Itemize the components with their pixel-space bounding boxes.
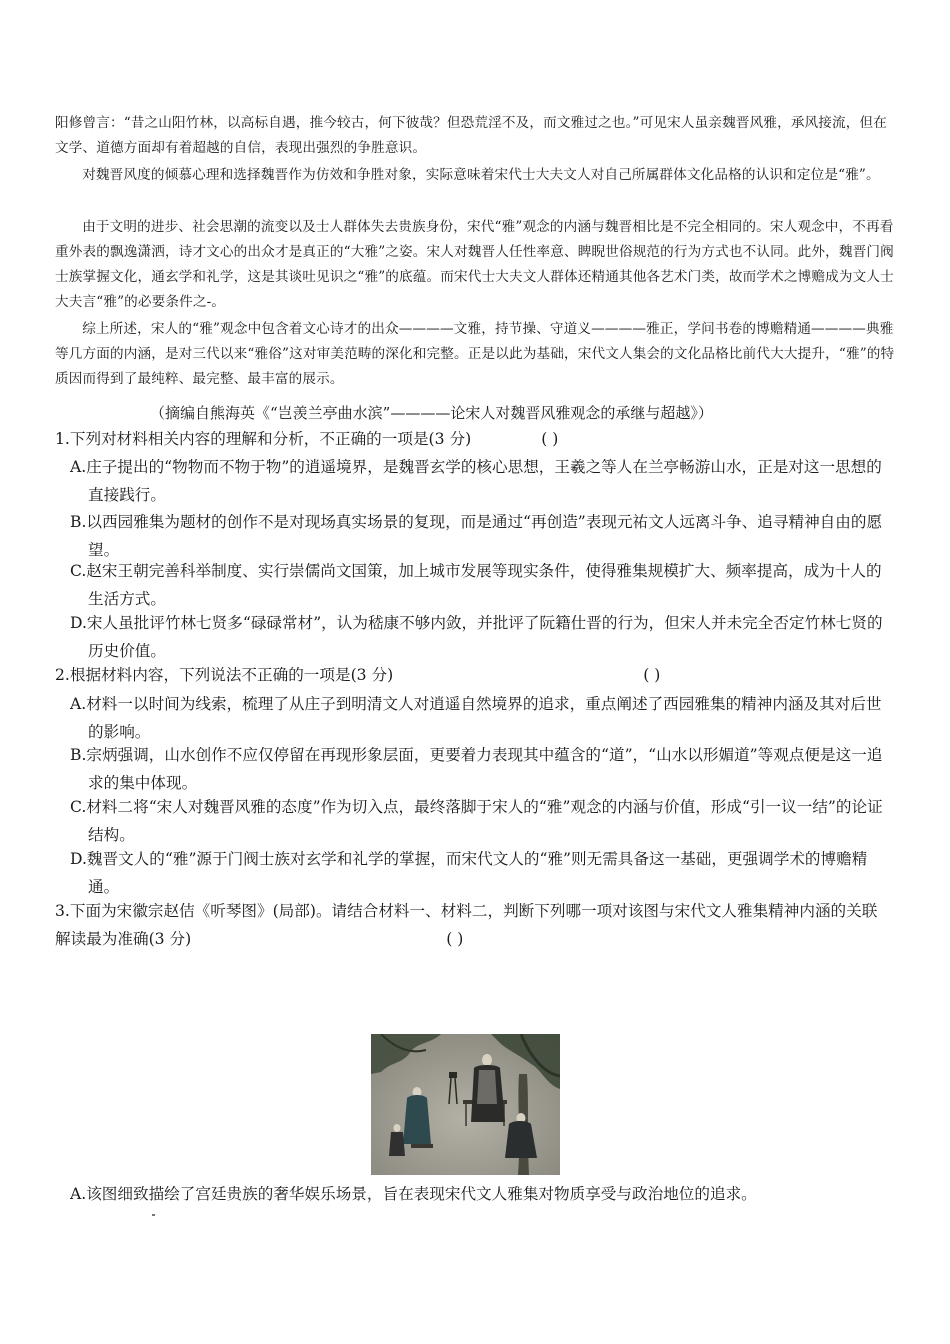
q3-option-a: A.该图细致描绘了宫廷贵族的奢华娱乐场景，旨在表现宋代文人雅集对物质享受与政治地位的追求。	[70, 1185, 757, 1203]
painting-illustration	[371, 1034, 560, 1175]
q2-option-a: A.材料一以时间为线索，梳理了从庄子到明清文人对逍遥自然境界的追求，重点阐述了西园雅集的精神内涵及其对后世的影响。	[70, 695, 882, 741]
passage-paragraph-3: 由于文明的进步、社会思潮的流变以及士人群体失去贵族身份，宋代“雅”观念的内涵与魏晋相比是不完全相同的。宋人观念中，不再看重外表的飘逸潇洒，诗才文心的出众才是真正的“大雅”之姿。宋人对魏晋人任性率意、睥睨世俗规范的行为方式也不认同。此外，魏晋门阀士族掌握文化，通玄学和礼学，这是其谈吐见识之“雅”的底蕴。而宋代士大夫文人群体还精通其他各艺术门类，故而学术之博赡成为文人士大夫言“雅”的必要条件之-。	[55, 219, 894, 310]
answer-blank-1: ( )	[541, 430, 559, 448]
listening-to-qin-painting	[371, 1034, 560, 1175]
answer-blank-2: ( )	[643, 666, 661, 684]
passage-paragraph-1: 阳修曾言：“昔之山阳竹林，以高标自遇，推今较古，何下彼哉？但恐荒淫不及，而文雅过之也。”可见宋人虽亲魏晋风雅，承风接流，但在文学、道德方面却有着超越的自信，表现出强烈的争胜意识。	[55, 115, 888, 156]
q1-option-d: D.宋人虽批评竹林七贤多“碌碌常材”，认为嵇康不够内敛，并批评了阮籍仕晋的行为，但宋人并未完全否定竹林七贤的历史价值。	[70, 614, 883, 660]
passage-paragraph-4: 综上所述，宋人的“雅”观念中包含着文心诗才的出众————文雅，持节操、守道义————雅正，学问书卷的博赡精通————典雅等几方面的内涵，是对三代以来“雅俗”这对审美范畴的深化和完整。正是以此为基础，宋代文人集会的文化品格比前代大大提升，“雅”的特质因而得到了最纯粹、最完整、最丰富的展示。	[55, 321, 895, 387]
q1-option-a: A.庄子提出的“物物而不物于物”的逍遥境界，是魏晋玄学的核心思想，王羲之等人在兰亭畅游山水，正是对这一思想的直接践行。	[70, 458, 882, 504]
attribution: （摘编自熊海英《“岂羡兰亭曲水滨”————论宋人对魏晋风雅观念的承继与超越》）	[150, 404, 713, 422]
q2-option-b: B.宗炳强调，山水创作不应仅停留在再现形象层面，更要着力表现其中蕴含的“道”，“山水以形媚道”等观点便是这一追求的集中体现。	[70, 746, 883, 792]
question-2-text: 2.根据材料内容，下列说法不正确的一项是(3 分)	[55, 666, 394, 684]
question-1-stem	[55, 425, 895, 453]
question-2-stem	[55, 661, 895, 689]
question-3-stem	[55, 897, 880, 953]
q1-option-b: B.以西园雅集为题材的创作不是对现场真实场景的复现，而是通过“再创造”表现元祐文人远离斗争、追寻精神自由的愿望。	[70, 513, 883, 559]
q2-option-c: C.材料二将“宋人对魏晋风雅的态度”作为切入点，最终落脚于宋人的“雅”观念的内涵与价值，形成“引一议一结”的论证结构。	[70, 798, 883, 844]
question-3-text: 3.下面为宋徽宗赵佶《听琴图》(局部)。请结合材料一、材料二，判断下列哪一项对该图与宋代文人雅集精神内涵的关联解读最为准确(3 分)	[55, 902, 878, 948]
passage-paragraph-2: 对魏晋风度的倾慕心理和选择魏晋作为仿效和争胜对象，实际意味着宋代士大夫文人对自己所属群体文化品格的认识和定位是“雅”。	[82, 167, 880, 183]
stray-mark	[152, 1214, 155, 1216]
q2-option-d: D.魏晋文人的“雅”源于门阀士族对玄学和礼学的掌握，而宋代文人的“雅”则无需具备这一基础，更强调学术的博赡精通。	[70, 850, 868, 896]
q1-option-c: C.赵宋王朝完善科举制度、实行崇儒尚文国策，加上城市发展等现实条件，使得雅集规模扩大、频率提高，成为十人的生活方式。	[70, 562, 882, 608]
answer-blank-3: ( )	[446, 930, 464, 948]
question-1-text: 1.下列对材料相关内容的理解和分析，不正确的一项是(3 分)	[55, 430, 472, 448]
